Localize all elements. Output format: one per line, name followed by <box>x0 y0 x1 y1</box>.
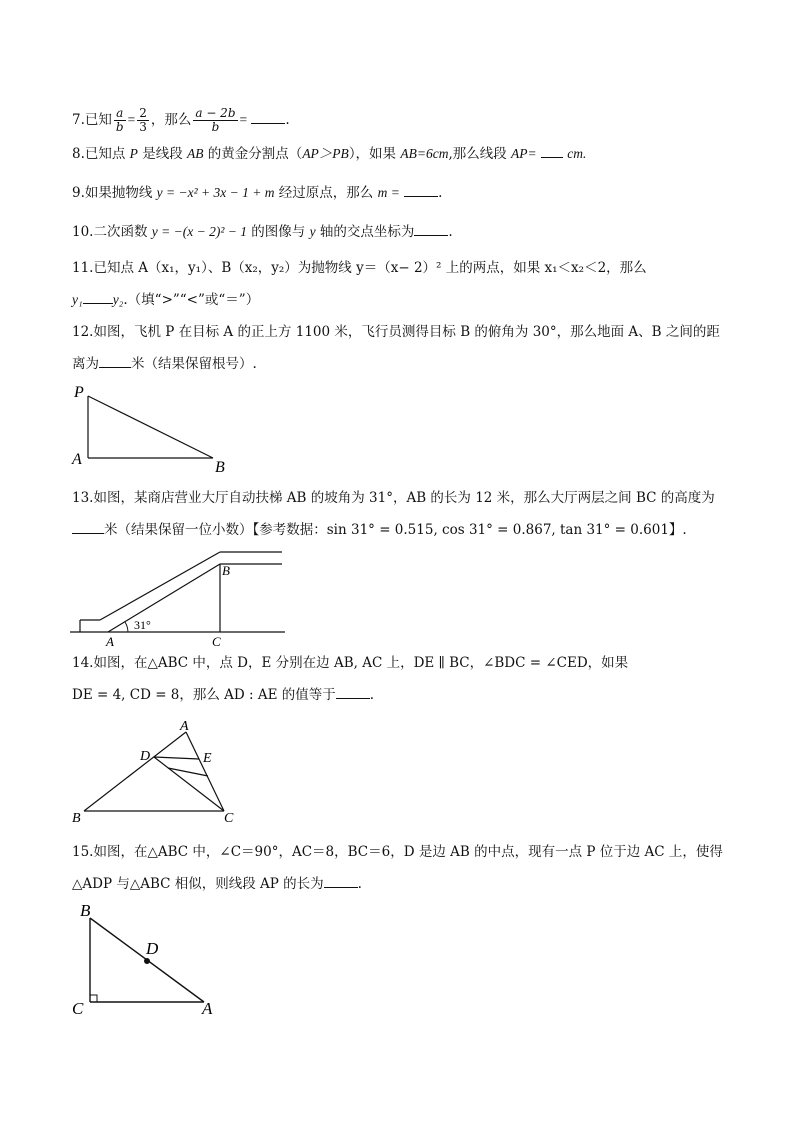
label-p: P <box>74 384 84 401</box>
question-11-line-2: y₁ y₂.（填“>”“<”或“＝”） <box>72 289 259 310</box>
question-14-line-1: 14.如图，在△ABC 中，点 D，E 分别在边 AB, AC 上，DE ∥ BC，∠BDC = ∠CED，如果 <box>72 655 629 671</box>
question-11-line-1: 11.已知点 A（x₁，y₁）、B（x₂，y₂）为抛物线 y＝（x− 2）² 上的两点，如果 x₁＜x₂＜2，那么 <box>72 260 647 276</box>
question-13-line-2: 米（结果保留一位小数）【参考数据：sin 31° = 0.515, cos 31° = 0.867, tan 31° = 0.601】. <box>72 519 687 540</box>
label-a: A <box>106 634 114 649</box>
fraction-a-minus-2b-over-b: $\frac{a - 2b}{b}$ <box>195 106 236 134</box>
label-b: B <box>80 901 91 920</box>
label-e: E <box>203 751 212 766</box>
q7-prefix: 7.已知 <box>72 112 112 128</box>
question-10: 10.二次函数 y = −(x − 2)² − 1 的图像与 y 轴的交点坐标为 . <box>72 221 453 242</box>
label-d: D <box>146 939 159 958</box>
question-15-line-2: △ADP 与△ABC 相似，则线段 AP 的长为 . <box>72 873 362 894</box>
question-13-line-1: 13.如图，某商店营业大厅自动扶梯 AB 的坡角为 31°，AB 的长为 12 米，那么大厅两层之间 BC 的高度为 <box>72 490 715 506</box>
answer-blank <box>251 109 285 124</box>
figure-14-triangle <box>68 716 268 826</box>
segment-ab <box>84 732 186 811</box>
fraction-2-over-3: $\frac{2}{3}$ <box>139 106 147 134</box>
answer-blank <box>72 519 104 534</box>
figure-12-right-triangle <box>68 378 268 478</box>
label-d: D <box>140 749 151 764</box>
question-9: 9.如果抛物线 y = −x² + 3x − 1 + m 经过原点，那么 m = . <box>72 182 442 203</box>
fraction-a-over-b: $\frac{a}{b}$ <box>115 106 124 134</box>
answer-blank <box>414 221 448 236</box>
segment-de <box>154 757 199 759</box>
question-15-line-1: 15.如图，在△ABC 中，∠C＝90°，AC＝8，BC＝6，D 是边 AB 的中点，现有一点 P 位于边 AC 上，使得 <box>72 844 723 860</box>
label-b: B <box>215 459 225 476</box>
segment-ac <box>186 732 224 811</box>
escalator-rail <box>100 552 220 620</box>
figure-15-right-triangle <box>68 900 248 1020</box>
label-a: A <box>72 451 82 468</box>
answer-blank <box>83 289 113 304</box>
label-c: C <box>224 811 234 826</box>
label-c: C <box>72 999 84 1018</box>
question-12-line-1: 12.如图，飞机 P 在目标 A 的正上方 1100 米，飞行员测得目标 B 的俯角为 30°，那么地面 A、B 之间的距 <box>72 324 720 340</box>
label-c: C <box>212 634 221 649</box>
question-12-line-2: 离为 米（结果保留根号）. <box>72 353 257 374</box>
answer-blank <box>99 353 131 368</box>
angle-arc <box>125 622 128 632</box>
segment-dc <box>154 757 224 811</box>
label-b: B <box>222 563 230 578</box>
answer-blank <box>541 143 563 158</box>
label-a: A <box>180 719 189 734</box>
answer-blank <box>324 873 358 888</box>
segment-pb <box>88 396 213 458</box>
question-14-line-2: DE = 4, CD = 8，那么 AD : AE 的值等于 . <box>72 684 374 705</box>
label-a: A <box>202 999 213 1018</box>
label-b: B <box>72 811 81 826</box>
question-7: 7.已知 $\frac{a}{b}$ = $\frac{2}{3}$ ，那么 $\frac{a - 2b}{b}$ = . <box>72 106 290 134</box>
segment-ab <box>108 564 220 632</box>
label-angle: 31° <box>134 618 151 632</box>
point-d <box>144 958 150 964</box>
answer-blank <box>404 182 438 197</box>
right-angle-mark <box>90 995 97 1002</box>
question-8: 8.已知点 P 是线段 AB 的黄金分割点（AP＞PB），如果 AB=6cm,那么线段 AP= cm. <box>72 143 586 164</box>
figure-13-escalator <box>70 550 300 650</box>
answer-blank <box>336 684 370 699</box>
